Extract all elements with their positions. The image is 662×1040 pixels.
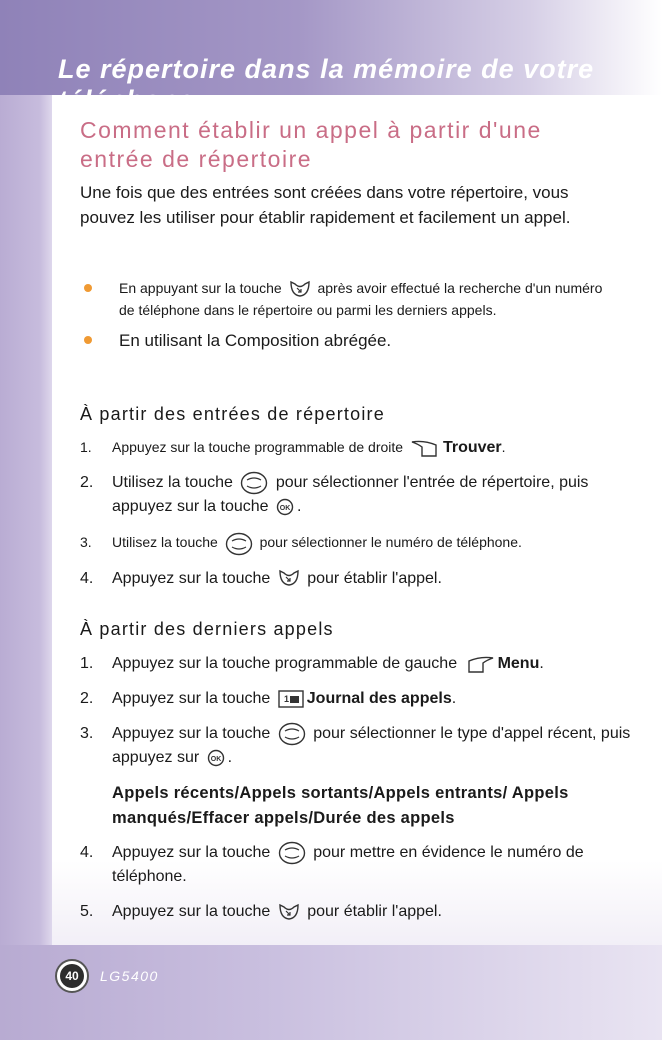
subsection-title-entries: À partir des entrées de répertoire [80, 404, 385, 424]
call-log-options: Appels récents/Appels sortants/Appels entrants/ Appels manqués/Effacer appels/Durée des appels [112, 784, 569, 828]
right-soft-key-icon [410, 439, 440, 457]
section-title: Comment établir un appel à partir d'une entrée de répertoire [80, 117, 542, 172]
svg-text:OK: OK [210, 756, 221, 763]
ok-key-icon [207, 749, 225, 767]
step-item: 2. Utilisez la touche pour sélectionner l'entrée de répertoire, puis appuyez sur la touche OK . [80, 471, 640, 519]
bullet-text: En appuyant sur la touche [119, 280, 282, 296]
navigation-key-icon [240, 471, 268, 495]
footer-band [0, 945, 662, 1040]
send-key-icon [289, 279, 311, 299]
steps-calls [80, 652, 640, 935]
intro-paragraph: Une fois que des entrées sont créées dans votre répertoire, vous pouvez les utiliser pour établir rapidement et facilement un appel. [80, 183, 571, 227]
soft-key-label: Menu [497, 655, 540, 672]
bullet-text: En utilisant la Composition abrégée. [119, 331, 392, 351]
step-item: 3. Appuyez sur la touche pour sélectionner le type d'appel récent, puis appuyez sur OK . [80, 722, 640, 770]
left-soft-key-icon [465, 655, 495, 673]
step-item: 3. Utilisez la touche pour sélectionner le numéro de téléphone. [80, 530, 640, 555]
step-item: 1. Appuyez sur la touche programmable de droite Trouver. [80, 439, 506, 456]
soft-key-label: Trouver [442, 439, 502, 456]
page-number: 40 [60, 964, 84, 988]
steps-entries [80, 435, 640, 602]
bullet-item [80, 329, 620, 353]
step-item: 5. Appuyez sur la touche pour établir l'appel. [80, 903, 442, 921]
step-item: 4. Appuyez sur la touche pour établir l'appel. [80, 569, 442, 587]
send-key-icon [278, 568, 300, 588]
ok-key-icon [276, 498, 294, 516]
step-item: 1. Appuyez sur la touche programmable de gauche Menu. [80, 655, 544, 672]
bullet-dot-icon [84, 284, 92, 292]
svg-text:OK: OK [279, 505, 291, 512]
navigation-key-icon [225, 532, 253, 556]
bullet-text: après avoir effectué la recherche d'un numéro de téléphone dans le répertoire ou parmi les derniers appels. [119, 280, 603, 319]
menu-label: Journal des appels [306, 690, 452, 707]
bullet-item [80, 277, 620, 321]
svg-text:1: 1 [283, 693, 289, 704]
page-number-badge [55, 959, 89, 993]
model-name: LG5400 [100, 968, 159, 984]
bullet-dot-icon [84, 336, 92, 344]
send-key-icon [278, 902, 300, 922]
call-log-menu-icon [278, 690, 304, 708]
subsection-title-calls: À partir des derniers appels [80, 619, 334, 639]
step-item: 2. Appuyez sur la touche 1 Journal des appels. [80, 690, 457, 707]
step-item: 4. Appuyez sur la touche pour mettre en évidence le numéro de téléphone. [80, 841, 640, 889]
navigation-key-icon [278, 841, 306, 865]
page-header-title: Le répertoire dans la mémoire de votre [58, 54, 595, 84]
bullet-list [80, 277, 620, 361]
navigation-key-icon [278, 722, 306, 746]
